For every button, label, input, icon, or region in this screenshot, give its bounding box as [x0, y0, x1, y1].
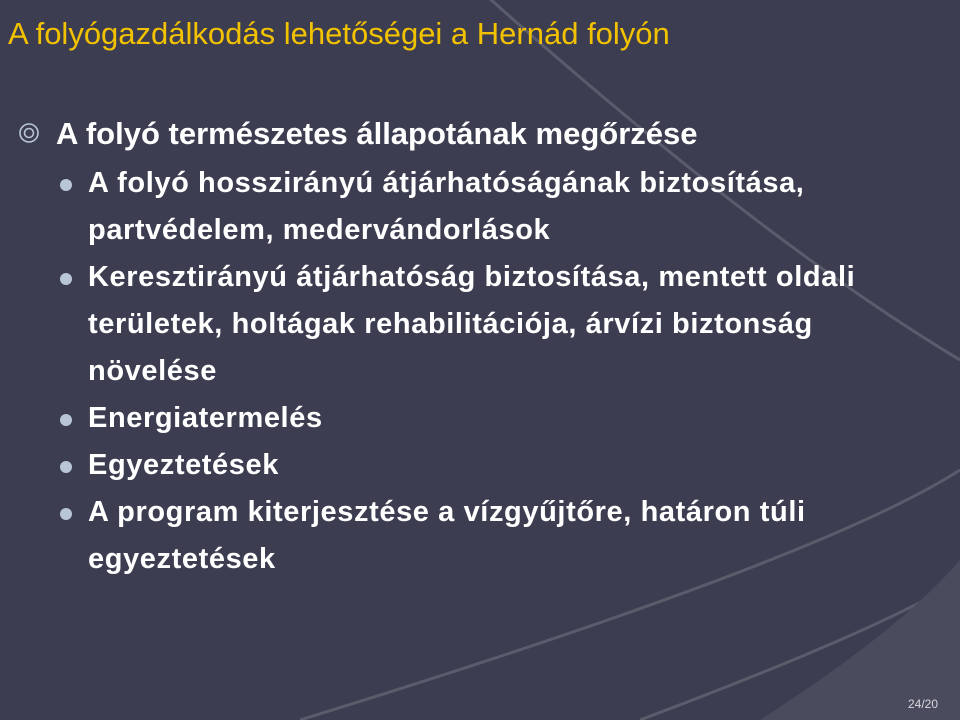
- list-item: [18, 254, 938, 395]
- list-item: [18, 442, 938, 489]
- page-number: 24/20: [907, 697, 938, 711]
- filled-dot-icon: [60, 273, 72, 285]
- list-item-text: Egyeztetések: [88, 449, 279, 481]
- filled-dot-icon: [60, 508, 72, 520]
- slide-content: [18, 112, 938, 583]
- slide-title: A folyógazdálkodás lehetőségei a Hernád folyón: [8, 16, 670, 51]
- list-item: [18, 395, 938, 442]
- level1-bullet-item: [18, 112, 938, 156]
- filled-dot-icon: [60, 414, 72, 426]
- list-item-text: A program kiterjesztése a vízgyűjtőre, határon túli egyeztetések: [88, 496, 806, 575]
- filled-dot-icon: [60, 179, 72, 191]
- level1-text: A folyó természetes állapotának megőrzése: [56, 116, 698, 151]
- list-item-text: Energiatermelés: [88, 402, 323, 434]
- list-item-text: Keresztirányú átjárhatóság biztosítása, mentett oldali területek, holtágak rehabilitációja, árvízi biztonság növelése: [88, 261, 856, 387]
- list-item-text: A folyó hosszirányú átjárhatóságának biztosítása, partvédelem, medervándorlások: [88, 167, 805, 246]
- filled-dot-icon: [60, 461, 72, 473]
- circled-dot-icon: [18, 122, 40, 144]
- list-item: [18, 489, 938, 583]
- list-item: [18, 160, 938, 254]
